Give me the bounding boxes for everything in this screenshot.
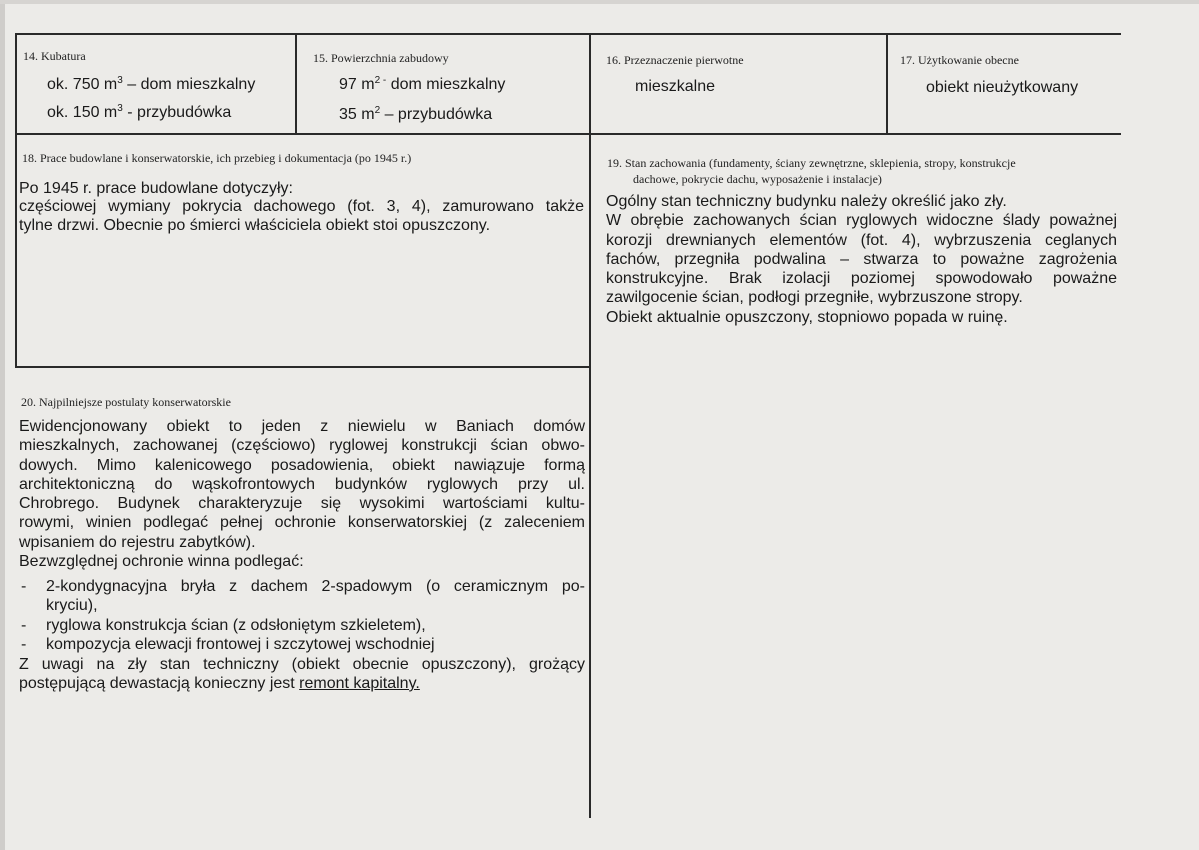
- bullet-item: 2-kondygnacyjna bryła z dachem 2-spadowym (o ceramicznym po- kryciu),: [46, 578, 585, 615]
- body-text: częściowej wymiany pokrycia dachowego (fot. 3, 4), zamurowano także: [19, 198, 584, 215]
- bullet-item: kompozycja elewacji frontowej i szczytowej wschodniej: [46, 636, 435, 653]
- field-label: 19. Stan zachowania (fundamenty, ściany zewnętrzne, sklepienia, stropy, konstrukcje: [607, 156, 1016, 170]
- body-text: Z uwagi na zły stan techniczny (obiekt obecnie opuszczony), grożący: [19, 656, 585, 673]
- field-value: obiekt nieużytkowany: [926, 79, 1079, 96]
- body-text: Ewidencjonowany obiekt to jeden z niewielu w Baniach domów mieszkalnych, zachowanej (częściowo) ryglowej konstrukcji ścian obwo- dowych. Mimo kalenicowego posadowienia, obiekt nawiązuje formą architektoniczną do wąskofrontowych budynków ryglowych przy ul. Chrobrego. Budynek charakteryzuje się wysokimi wartościami kultu- rowymi, winien podlegać pełnej ochronie konserwatorskiej (z zaleceniem wpisaniem do rejestru zabytków). Bezwzględnej ochronie winna podlegać:: [19, 418, 585, 571]
- field-label: 18. Prace budowlane i konserwatorskie, ich przebieg i dokumentacja (po 1945 r.): [22, 151, 412, 165]
- cell-stan-zachowania: [591, 135, 1121, 815]
- cell-postulaty: [17, 368, 589, 813]
- cell-przeznaczenie: [591, 35, 884, 133]
- body-text: postępującą dewastacją konieczny jest remont kapitalny.: [19, 675, 420, 692]
- body-text: Ogólny stan techniczny budynku należy określić jako zły. W obrębie zachowanych ścian ryglowych widoczne ślady poważnej korozji drewnianych elementów (fot. 4), wybrzuszenia ceglanych fachów, przegniła podwalina – stwarza to poważne zagrożenia konstrukcyjne. Brak izolacji poziomej spowodowało poważne zawilgocenie ścian, podłogi przegniłe, wybrzuszone stropy. Obiekt aktualnie opuszczony, stopniowo popada w ruinę.: [606, 193, 1117, 326]
- cell-kubatura: [17, 35, 293, 133]
- bullet-marker: -: [21, 636, 27, 653]
- body-text: Po 1945 r. prace budowlane dotyczyły:: [19, 180, 293, 197]
- emphasis-underlined: remont kapitalny.: [299, 675, 420, 692]
- field-value: ok. 150 $m^3$ - przybudówka: [47, 103, 232, 121]
- field-label: 14. Kubatura: [23, 49, 86, 63]
- field-value: 97 $m^{2 -}$ dom mieszkalny: [339, 75, 506, 93]
- body-text: tylne drzwi. Obecnie po śmierci właściciela obiekt stoi opuszczony.: [19, 217, 491, 234]
- cell-powierzchnia: [297, 35, 587, 133]
- scan-edge: [0, 0, 1199, 4]
- bullet-item: ryglowa konstrukcja ścian (z odsłoniętym szkieletem),: [46, 617, 426, 634]
- field-value: ok. 750 $m^3$ – dom mieszkalny: [47, 75, 256, 93]
- field-label: 16. Przeznaczenie pierwotne: [606, 53, 744, 67]
- cell-uzytkowanie: [888, 35, 1121, 133]
- cell-prace-budowlane: [17, 135, 589, 366]
- field-label: 15. Powierzchnia zabudowy: [313, 51, 449, 65]
- bullet-marker: -: [21, 578, 27, 595]
- field-label: 17. Użytkowanie obecne: [900, 53, 1019, 67]
- bullet-marker: -: [21, 617, 27, 634]
- field-label: 20. Najpilniejsze postulaty konserwatorskie: [21, 395, 231, 409]
- field-label: dachowe, pokrycie dachu, wyposażenie i instalacje): [633, 172, 882, 186]
- field-value: 35 $m^2$ – przybudówka: [339, 105, 493, 123]
- field-value: mieszkalne: [635, 78, 716, 95]
- scan-edge: [0, 0, 5, 850]
